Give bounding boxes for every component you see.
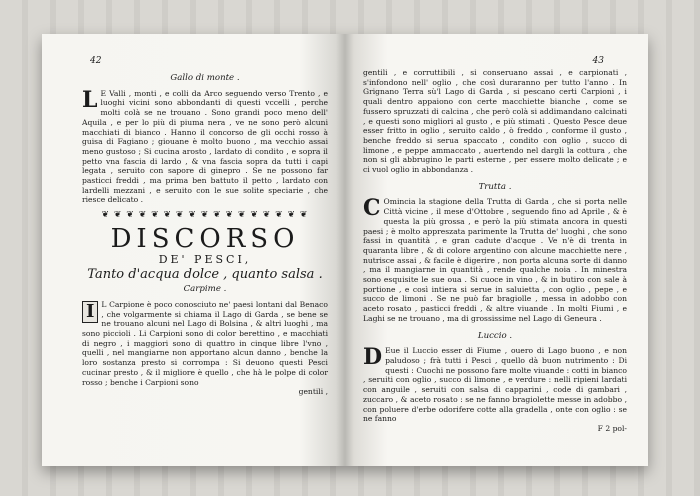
drop-cap: I (82, 301, 98, 323)
section-title: Carpime . (183, 284, 227, 295)
catchword: F 2 pol- (597, 423, 627, 433)
section-title: Gallo di monte . (170, 73, 240, 83)
paragraph-text: E Valli , monti , e colli da Arco seguendo verso Trento , e luoghi vicini sono abbondanti di questi vccelli , perche molti colà se ne trouano . Sono grandi poco meno dell' Aquila , e per lo più di piuma nera , ve ne sono però alcuni macchiati di bianco . Hanno il concorso de gli occhi rosso à guisa di Fagiano ; giouane è molto buono , ma vecchio assai meno gustoso ; Si cucina arosto , lardato di condito , e sopra il petto vna fascia di lardo , & vna fascia sopra da tutti i capi legata , seruito con sapore di ginepro . Se ne possono far pasticci freddi , ma prima ben battuto il petto , lardato con lardelli mezzani , e seruito con le sue solite speciarie , che riesce delicato . (82, 88, 328, 205)
section-paragraph (363, 197, 627, 323)
paragraph-text: Eue il Luccio esser di Fiume , ouero di Lago buono , e non paludoso ; frà tutti i Pesci , quello dà buon nutrimento : Di questi : Cuochi ne possono fare molte viuande : cotti in bianco , seruiti con oglio , succo di limone , e verdure : nelli ripieni lardati con anguile , seruiti con salsa di capparini , code di gambari , zuccaro , & aceto rosato : se ne fanno bragiolette messe in adobbo , con poluere d'erbe odorifere cotte alla gradella , onte con oglio : se ne fanno (363, 346, 627, 424)
right-text-block (363, 68, 627, 434)
section-title: Luccio . (477, 330, 513, 341)
left-page (42, 34, 345, 466)
paragraph-text: L Carpione è poco conosciuto ne' paesi lontani dal Benaco , che volgarmente si chiama il Lago di Garda , se bene se ne trouano alcuni nel Lago di Bolsina , & altri luoghi , ma sono piccioli . Li Carpioni sono di color berettino , e macchiati di negro , i maggiori sono di quattro in cinque libre l'vno , quelli , nel mangiarne non apportano alcun danno , benche la loro sostanza presto si corrompa : Si deuono questi Pesci cucinar presto , & il migliore è quello , che hà le polpe di color rosso ; benche i Carpioni sono (82, 299, 328, 387)
drop-cap: D (363, 344, 383, 371)
right-page (345, 34, 648, 466)
drop-cap: L (82, 86, 98, 113)
chapter-subtitle: DE' PESCI, (158, 252, 252, 266)
catchword: gentili , (298, 387, 328, 397)
page-number: 42 (90, 56, 102, 66)
section-paragraph (363, 346, 627, 424)
drop-cap: C (363, 195, 381, 222)
chapter-title: DISCORSO (110, 223, 300, 254)
section-paragraph (82, 86, 328, 205)
ornament-band: ❦ ❦ ❦ ❦ ❦ ❦ ❦ ❦ ❦ ❦ ❦ ❦ ❦ ❦ ❦ ❦ ❦ (101, 211, 309, 221)
intro-paragraph: gentili , e corruttibili , si conseruano assai , e carpionati , s'infondono nell' oglio , che così duraranno per tutto l'anno . In Grignano Terra sù'l Lago di Garda , si pescano certi Carpioni , i quali dentro appaiono con certe macchiette bianche , come se fussero spruzzati di calcina , che però colà si addimandano calcinati , e questi sono migliori al gusto , e più stimati . Questo Pesce deue esser fritto in oglio , seruito caldo , ò freddo , conforme il gusto , benche freddo si serua spaccato , condito con oglio , succo di limone , e peppe ammaccato , auertendo nel dargli la cottura , che non si gli abbrugino le parti esterne , per essere molto delicate ; e ci vuol oglio in abbondanza . (363, 68, 627, 175)
page-number: 43 (592, 56, 604, 66)
chapter-tagline: Tanto d'acqua dolce , quanto salsa . (87, 266, 323, 282)
left-text-block (82, 74, 328, 397)
section-title: Trutta . (478, 181, 512, 192)
section-paragraph (82, 300, 328, 387)
paragraph-text: Omincia la stagione della Trutta di Garda , che si porta nelle Città vicine , il mese d'Ottobre , seguendo fino ad Aprile , & è questa la più grossa , e però la più stimata ancora in questi paesi ; è molto appreszata parimente la Trutta de' luoghi , che sono fassi in quantità , e gran cadute d'acque . Ve n'è di trenta in quaranta libre , & di colore argentino con alcune macchiette nere , nutrisce assai , & facile è digerire , non porta alcuna sorte di danno , ma il mangiarne in quantità , rende qualche noia . In minestra sono esquisite le sue oua . Si cuoce in vino , & in butiro con sale à portione , e così intiera si serue in saluietta , con oglio , pepe , e succo de limoni . Se ne può far bragiolle , messa in adobbo con aceto rosato , pasticci freddi , & altre viuande . In molti Fiumi , e Laghi se ne trouano , ma di grossissime nel Lago di Geneura . (363, 197, 627, 323)
open-book (42, 34, 648, 466)
